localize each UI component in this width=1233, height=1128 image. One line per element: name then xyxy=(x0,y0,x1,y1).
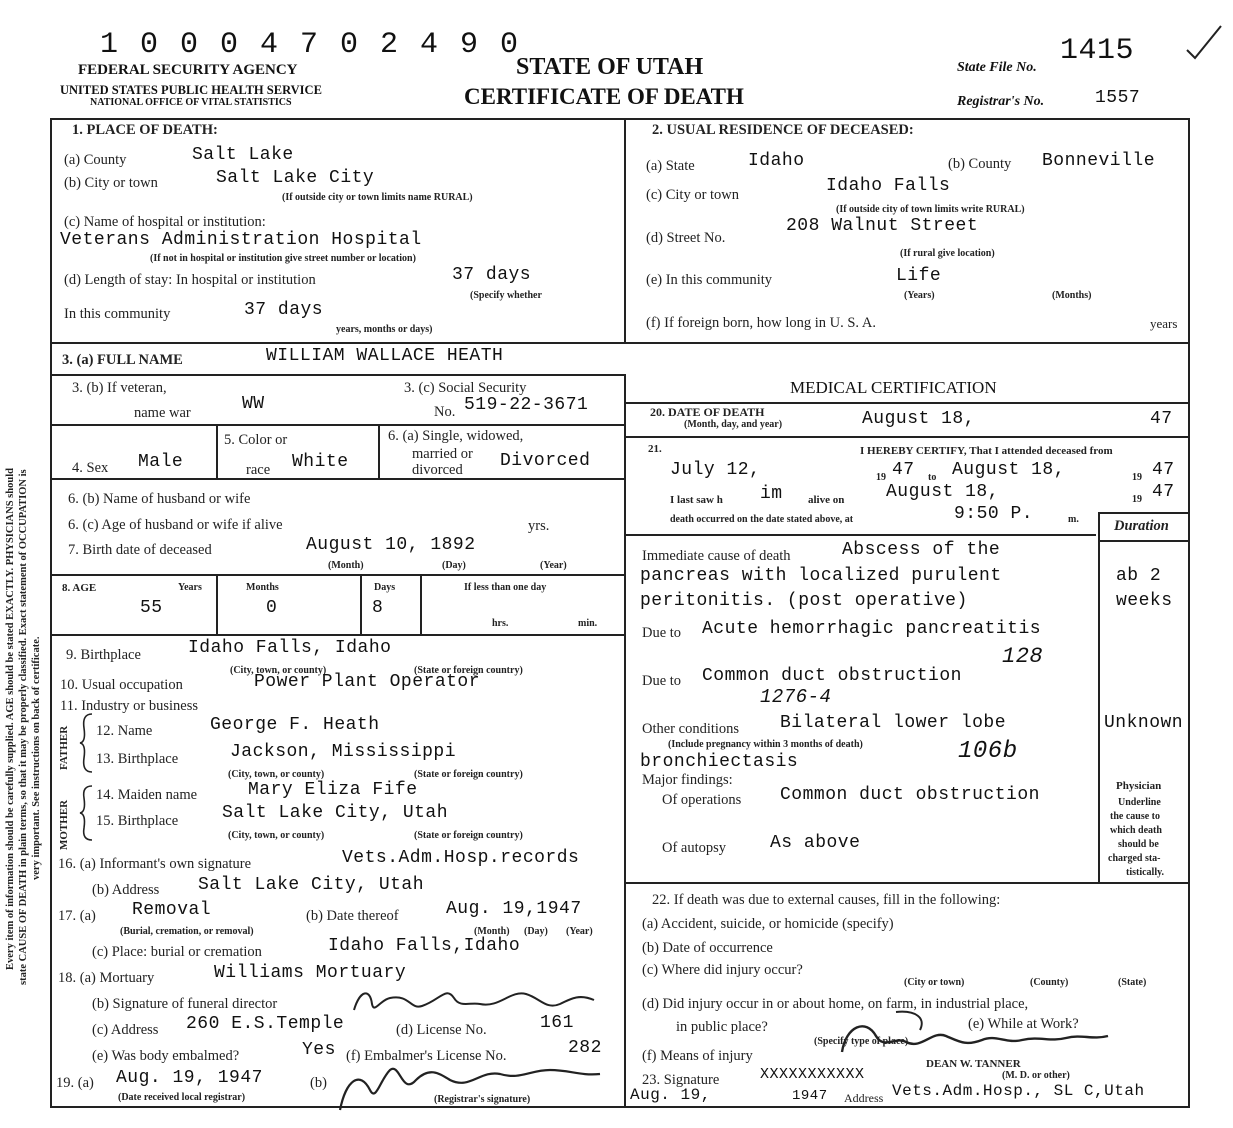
other-conditions-2: bronchiectasis xyxy=(640,752,799,772)
external-f: (f) Means of injury xyxy=(642,1048,753,1064)
funeral-director-label: (b) Signature of funeral director xyxy=(92,996,278,1012)
mortuary-address-value: 260 E.S.Temple xyxy=(186,1014,345,1034)
autopsy-label: Of autopsy xyxy=(662,840,727,856)
occupation-label: 10. Usual occupation xyxy=(60,677,183,693)
alive-on-year-prefix: 19 xyxy=(1132,494,1142,505)
birthplace-label: 9. Birthplace xyxy=(66,647,141,663)
external-c-city: (City or town) xyxy=(904,977,965,988)
veteran-label-1: 3. (b) If veteran, xyxy=(72,380,167,396)
father-name-label: 12. Name xyxy=(96,723,153,739)
foreign-born-years: years xyxy=(1150,316,1178,331)
mortuary-label: 18. (a) Mortuary xyxy=(58,970,155,986)
father-name-value: George F. Heath xyxy=(210,715,380,735)
burial-date-value: Aug. 19,1947 xyxy=(446,899,582,919)
external-c-state: (State) xyxy=(1118,977,1147,988)
external-c: (c) Where did injury occur? xyxy=(642,962,803,978)
birth-date-label: 7. Birth date of deceased xyxy=(68,542,212,558)
physician-note-2: Underline xyxy=(1118,797,1161,808)
residence-street-note: (If rural give location) xyxy=(900,248,995,259)
external-e: (e) While at Work? xyxy=(968,1016,1079,1032)
sex-label: 4. Sex xyxy=(72,460,109,476)
marital-label-1: 6. (a) Single, widowed, xyxy=(388,428,524,444)
age-days-label: Days xyxy=(374,582,396,593)
ss-value: 519-22-3671 xyxy=(464,395,589,415)
age-months-value: 0 xyxy=(266,598,278,618)
death-date-note: (Month, day, and year) xyxy=(684,419,783,430)
mother-birthplace-note-city: (City, town, or county) xyxy=(228,830,325,841)
father-birthplace-label: 13. Birthplace xyxy=(96,751,179,767)
embalmer-value: 282 xyxy=(568,1038,602,1058)
code-1: 128 xyxy=(1002,644,1044,669)
father-birthplace-value: Jackson, Mississippi xyxy=(230,742,457,762)
external-d1: (d) Did injury occur in or about home, on farm, in industrial place, xyxy=(642,996,1029,1012)
stay-note: (Specify whether xyxy=(470,290,542,301)
burial-day-label: (Day) xyxy=(524,926,548,937)
alive-on-date: August 18, xyxy=(886,482,1000,502)
duration-2: weeks xyxy=(1116,591,1173,611)
burial-place-value: Idaho Falls,Idaho xyxy=(328,936,521,956)
due-to-label-1: Due to xyxy=(642,625,682,641)
code-3: 106b xyxy=(958,738,1018,765)
mother-birthplace-note-state: (State or foreign country) xyxy=(414,830,523,841)
informant-sig-label: 16. (a) Informant's own signature xyxy=(58,856,252,872)
birth-date-value: August 10, 1892 xyxy=(306,535,476,555)
license-value: 161 xyxy=(540,1013,574,1033)
foreign-born-label: (f) If foreign born, how long in U. S. A. xyxy=(646,315,876,331)
burial-note: (Burial, cremation, or removal) xyxy=(120,926,254,937)
birthplace-value: Idaho Falls, Idaho xyxy=(188,638,392,658)
age-label: 8. AGE xyxy=(62,582,97,594)
marital-label-2: married or xyxy=(412,446,473,462)
marital-label-3: divorced xyxy=(412,462,463,478)
immediate-cause-label: Immediate cause of death xyxy=(642,548,791,564)
sex-value: Male xyxy=(138,452,184,472)
community-label: In this community xyxy=(64,306,171,322)
major-findings-label: Major findings: xyxy=(642,772,733,788)
mortuary-address-label: (c) Address xyxy=(92,1022,159,1038)
other-conditions-1: Bilateral lower lobe xyxy=(780,713,1007,733)
death-city-note: (If outside city or town limits name RURAL) xyxy=(282,192,473,203)
check-mark-icon xyxy=(1185,22,1225,62)
physician-note-5: should be xyxy=(1118,839,1159,850)
burial-value: Removal xyxy=(132,900,212,920)
side-instruction-2: state CAUSE OF DEATH in plain terms, so that it may be properly classified. Exact statement of OCCUPATION is xyxy=(18,469,29,985)
death-date-label: 20. DATE OF DEATH xyxy=(650,405,765,419)
code-2: 1276-4 xyxy=(760,686,832,708)
age-under-day-label: If less than one day xyxy=(464,582,547,593)
ss-label-1: 3. (c) Social Security xyxy=(404,380,527,396)
informant-address-label: (b) Address xyxy=(92,882,160,898)
residence-community-value: Life xyxy=(896,266,942,286)
occupation-value: Power Plant Operator xyxy=(254,672,481,692)
age-min-label: min. xyxy=(578,618,598,629)
last-saw-value: im xyxy=(760,484,783,504)
spouse-label: 6. (b) Name of husband or wife xyxy=(68,491,251,507)
other-conditions-label: Other conditions xyxy=(642,721,740,737)
office-name: NATIONAL OFFICE OF VITAL STATISTICS xyxy=(90,97,292,108)
alive-on-year: 47 xyxy=(1152,482,1175,502)
received-label: 19. (a) xyxy=(56,1075,94,1091)
attended-to-label: to xyxy=(928,472,937,483)
residence-months-label: (Months) xyxy=(1052,290,1092,301)
last-saw-label: I last saw h xyxy=(670,494,723,506)
burial-year-label: (Year) xyxy=(566,926,593,937)
father-tag: FATHER xyxy=(58,725,70,770)
certify-text: I HEREBY CERTIFY, That I attended deceased from xyxy=(860,445,1113,457)
residence-city-note: (If outside city of town limits write RURAL) xyxy=(836,204,1025,215)
residence-state-label: (a) State xyxy=(646,158,695,174)
spouse-age-label: 6. (c) Age of husband or wife if alive xyxy=(68,517,283,533)
death-city-value: Salt Lake City xyxy=(216,168,375,188)
certify-number: 21. xyxy=(648,443,662,455)
registrar-sig-label: (b) xyxy=(310,1075,327,1091)
signature-typed: XXXXXXXXXXX xyxy=(760,1066,865,1083)
signature-label: 23. Signature xyxy=(642,1072,720,1088)
residence-county-label: (b) County xyxy=(948,156,1012,172)
place-of-death-heading: 1. PLACE OF DEATH: xyxy=(72,122,218,138)
burial-place-label: (c) Place: burial or cremation xyxy=(92,944,262,960)
physician-address-value: Vets.Adm.Hosp., SL C,Utah xyxy=(892,1082,1145,1100)
registrar-signature xyxy=(330,1040,620,1120)
color-value: White xyxy=(292,452,349,472)
physician-note-1: Physician xyxy=(1116,780,1162,792)
birth-year-label: (Year) xyxy=(540,560,567,571)
color-label-1: 5. Color or xyxy=(224,432,288,448)
attended-from-year-prefix: 19 xyxy=(876,472,886,483)
external-d-note: (Specify type of place) xyxy=(814,1036,909,1047)
immediate-cause-3: peritonitis. (post operative) xyxy=(640,591,968,611)
state-file-label: State File No. xyxy=(957,60,1037,75)
duration-heading: Duration xyxy=(1114,518,1169,534)
other-duration: Unknown xyxy=(1104,713,1184,733)
burial-label: 17. (a) xyxy=(58,908,96,924)
registrar-label: Registrar's No. xyxy=(957,94,1045,109)
stay-label: (d) Length of stay: In hospital or institution xyxy=(64,272,316,288)
md-label: (M. D. or other) xyxy=(1002,1070,1070,1081)
physician-note-6: charged sta- xyxy=(1108,853,1161,864)
residence-city-label: (c) City or town xyxy=(646,187,740,203)
community-note: years, months or days) xyxy=(336,324,433,335)
death-date-value: August 18, xyxy=(862,409,976,429)
community-value: 37 days xyxy=(244,300,324,320)
side-instruction-3: very important. See instructions on back of certificate. xyxy=(31,636,42,880)
death-time-value: 9:50 P. xyxy=(954,504,1034,524)
physician-note-7: tistically. xyxy=(1126,867,1165,878)
death-time-unit: m. xyxy=(1068,514,1079,525)
birth-day-label: (Day) xyxy=(442,560,466,571)
residence-state-value: Idaho xyxy=(748,151,805,171)
residence-heading: 2. USUAL RESIDENCE OF DECEASED: xyxy=(652,122,914,138)
state-title: STATE OF UTAH xyxy=(516,54,704,80)
mother-name-label: 14. Maiden name xyxy=(96,787,198,803)
license-label: (d) License No. xyxy=(396,1022,487,1038)
duration-1: ab 2 xyxy=(1116,566,1162,586)
residence-street-label: (d) Street No. xyxy=(646,230,726,246)
mother-tag: MOTHER xyxy=(58,799,70,850)
full-name-value: WILLIAM WALLACE HEATH xyxy=(266,346,504,366)
medical-heading: MEDICAL CERTIFICATION xyxy=(790,378,997,397)
state-file-number: 1415 xyxy=(1060,34,1135,68)
residence-years-label: (Years) xyxy=(904,290,935,301)
mother-brace-icon xyxy=(78,784,94,842)
external-heading: 22. If death was due to external causes, fill in the following: xyxy=(652,892,1001,908)
external-d2: in public place? xyxy=(676,1019,768,1035)
document-number: 1 0 0 0 4 7 0 2 4 9 0 xyxy=(100,28,521,62)
embalmed-label: (e) Was body embalmed? xyxy=(92,1048,240,1064)
attended-to-date: August 18, xyxy=(952,460,1066,480)
age-days-value: 8 xyxy=(372,598,384,618)
physician-address-label: Address xyxy=(844,1091,884,1105)
death-occurred-label: death occurred on the date stated above, at xyxy=(670,514,854,525)
physician-note-4: which death xyxy=(1110,825,1162,836)
age-years-label: Years xyxy=(178,582,202,593)
attended-to-year-prefix: 19 xyxy=(1132,472,1142,483)
birthplace-note-city: (City, town, or county) xyxy=(230,665,327,676)
informant-address-value: Salt Lake City, Utah xyxy=(198,875,425,895)
immediate-cause-2: pancreas with localized purulent xyxy=(640,566,1002,586)
registrar-number: 1557 xyxy=(1095,88,1141,108)
mortuary-value: Williams Mortuary xyxy=(214,963,407,983)
veteran-value: WW xyxy=(242,394,265,414)
hospital-value: Veterans Administration Hospital xyxy=(60,230,422,250)
received-note: (Date received local registrar) xyxy=(118,1092,246,1103)
ss-label-2: No. xyxy=(434,404,456,420)
death-city-label: (b) City or town xyxy=(64,175,158,191)
signature-date: Aug. 19, xyxy=(630,1086,711,1104)
immediate-cause-1: Abscess of the xyxy=(842,540,1001,560)
agency-name: FEDERAL SECURITY AGENCY xyxy=(78,62,298,78)
mother-name-value: Mary Eliza Fife xyxy=(248,780,418,800)
residence-city-value: Idaho Falls xyxy=(826,176,951,196)
birthplace-note-state: (State or foreign country) xyxy=(414,665,523,676)
burial-date-label: (b) Date thereof xyxy=(306,908,399,924)
alive-on-label: alive on xyxy=(808,494,845,506)
death-county-label: (a) County xyxy=(64,152,127,168)
registrar-sig-note: (Registrar's signature) xyxy=(434,1094,531,1105)
birth-month-label: (Month) xyxy=(328,560,364,571)
operations-value: Common duct obstruction xyxy=(780,785,1040,805)
marital-value: Divorced xyxy=(500,451,591,471)
operations-label: Of operations xyxy=(662,792,742,808)
residence-community-label: (e) In this community xyxy=(646,272,773,288)
age-months-label: Months xyxy=(246,582,279,593)
embalmer-label: (f) Embalmer's License No. xyxy=(346,1048,507,1064)
age-hrs-label: hrs. xyxy=(492,618,509,629)
father-brace-icon xyxy=(78,712,94,774)
death-date-year: 47 xyxy=(1150,409,1173,429)
stay-value: 37 days xyxy=(452,265,532,285)
mother-birthplace-value: Salt Lake City, Utah xyxy=(222,803,449,823)
mother-birthplace-label: 15. Birthplace xyxy=(96,813,179,829)
burial-month-label: (Month) xyxy=(474,926,510,937)
other-conditions-note: (Include pregnancy within 3 months of death) xyxy=(668,739,863,750)
residence-county-value: Bonneville xyxy=(1042,151,1156,171)
veteran-label-2: name war xyxy=(134,405,191,421)
external-c-county: (County) xyxy=(1030,977,1069,988)
external-b: (b) Date of occurrence xyxy=(642,940,773,956)
age-years-value: 55 xyxy=(140,598,163,618)
spouse-age-unit: yrs. xyxy=(528,518,550,534)
certificate-title: CERTIFICATE OF DEATH xyxy=(464,84,744,109)
received-value: Aug. 19, 1947 xyxy=(116,1068,263,1088)
attended-from-date: July 12, xyxy=(670,460,761,480)
industry-label: 11. Industry or business xyxy=(60,698,199,714)
attended-from-year: 47 xyxy=(892,460,915,480)
father-birthplace-note-state: (State or foreign country) xyxy=(414,769,523,780)
due-to-1: Acute hemorrhagic pancreatitis xyxy=(702,619,1042,639)
service-name: UNITED STATES PUBLIC HEALTH SERVICE xyxy=(60,83,322,97)
hospital-label: (c) Name of hospital or institution: xyxy=(64,214,266,230)
side-instruction-1: Every item of information should be carefully supplied. AGE should be stated EXACTLY. PHYSICIANS should xyxy=(5,468,16,970)
physician-signature xyxy=(836,1006,1116,1066)
embalmed-value: Yes xyxy=(302,1040,336,1060)
informant-sig-value: Vets.Adm.Hosp.records xyxy=(342,848,580,868)
attended-to-year: 47 xyxy=(1152,460,1175,480)
due-to-2: Common duct obstruction xyxy=(702,666,962,686)
physician-note-3: the cause to xyxy=(1110,811,1160,822)
color-label-2: race xyxy=(246,462,271,478)
due-to-label-2: Due to xyxy=(642,673,682,689)
death-county-value: Salt Lake xyxy=(192,145,294,165)
physician-name: DEAN W. TANNER xyxy=(926,1058,1021,1070)
full-name-label: 3. (a) FULL NAME xyxy=(62,352,183,368)
residence-street-value: 208 Walnut Street xyxy=(786,216,979,236)
father-birthplace-note-city: (City, town, or county) xyxy=(228,769,325,780)
hospital-note: (If not in hospital or institution give street number or location) xyxy=(150,253,416,264)
signature-year: 1947 xyxy=(792,1088,828,1104)
external-a: (a) Accident, suicide, or homicide (specify) xyxy=(642,916,894,932)
autopsy-value: As above xyxy=(770,833,861,853)
